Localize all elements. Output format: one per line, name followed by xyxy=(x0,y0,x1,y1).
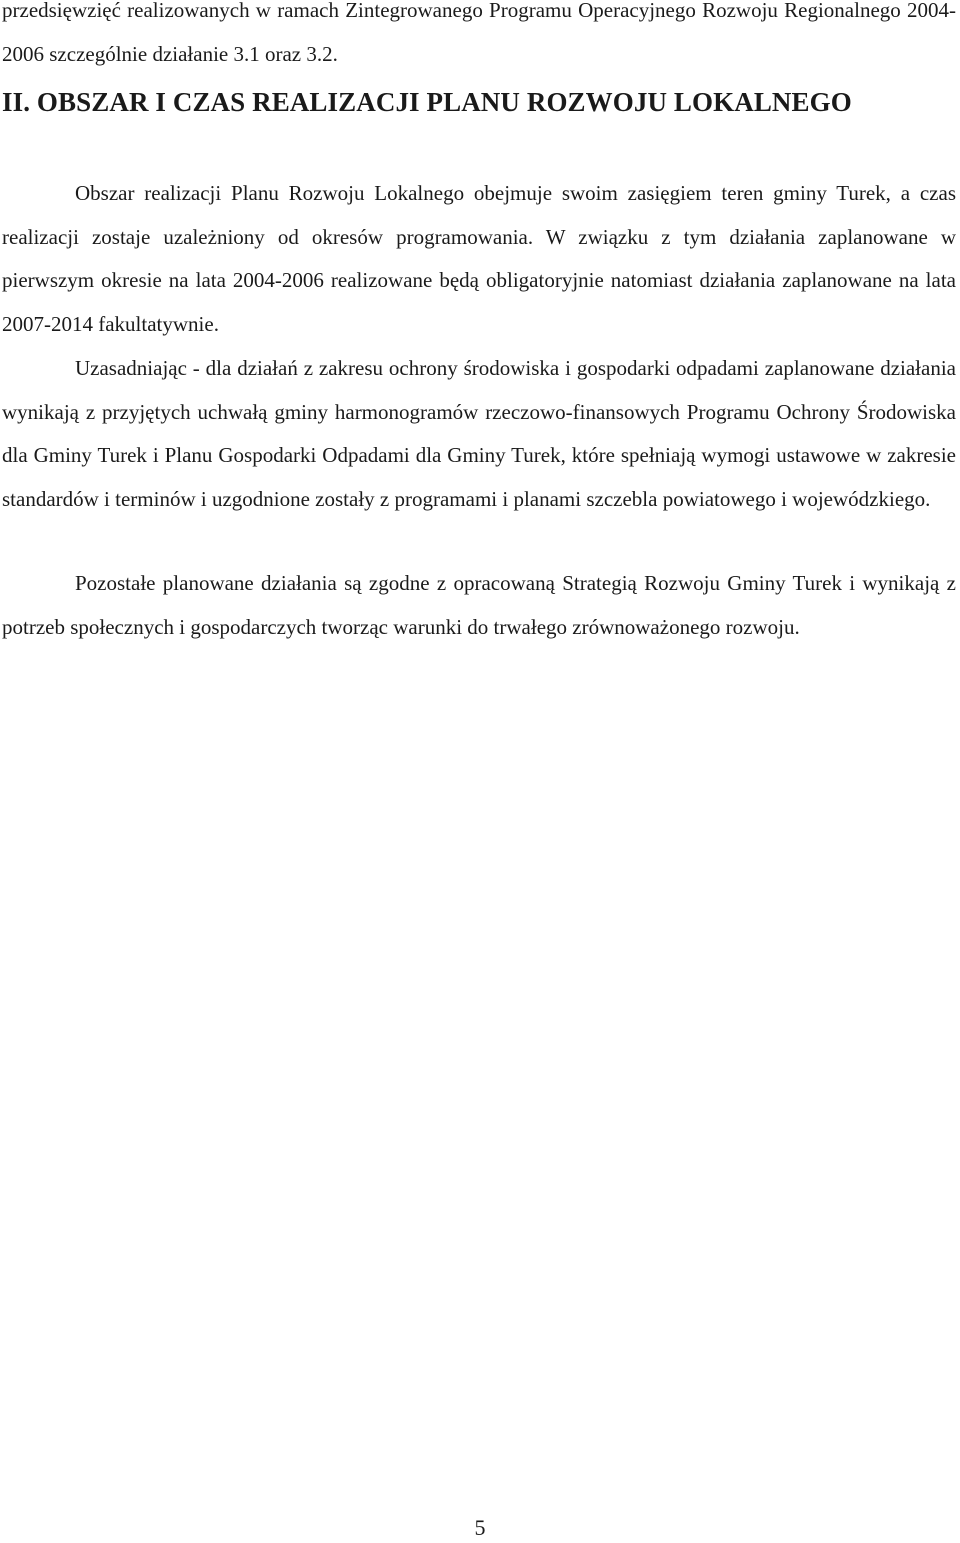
section-heading: II. OBSZAR I CZAS REALIZACJI PLANU ROZWOJU LOKALNEGO xyxy=(2,87,852,117)
page-number: 5 xyxy=(474,1515,486,1540)
paragraph-area-and-time: Obszar realizacji Planu Rozwoju Lokalnego obejmuje swoim zasięgiem teren gminy Turek, a czas realizacji zostaje uzależniony od okresów programowania. W związku z tym działania zaplanowane w pierwszym okresie na lata 2004-2006 realizowane będą obligatoryjnie natomiast działania zaplanowane na lata 2007-2014 fakultatywnie. xyxy=(2,181,956,336)
intro-paragraph: przedsięwzięć realizowanych w ramach Zintegrowanego Programu Operacyjnego Rozwoju Regionalnego 2004-2006 szczególnie działanie 3.1 oraz 3.2. xyxy=(2,0,956,66)
paragraph-justification: Uzasadniając - dla działań z zakresu ochrony środowiska i gospodarki odpadami zaplanowane działania wynikają z przyjętych uchwałą gminy harmonogramów rzeczowo-finansowych Programu Ochrony Środowiska dla Gminy Turek i Planu Gospodarki Odpadami dla Gminy Turek, które spełniają wymogi ustawowe w zakresie standardów i terminów i uzgodnione zostały z programami i planami szczebla powiatowego i wojewódzkiego. xyxy=(2,356,956,511)
paragraph-strategy: Pozostałe planowane działania są zgodne z opracowaną Strategią Rozwoju Gminy Turek i wynikają z potrzeb społecznych i gospodarczych tworząc warunki do trwałego zrównoważonego rozwoju. xyxy=(2,571,956,639)
